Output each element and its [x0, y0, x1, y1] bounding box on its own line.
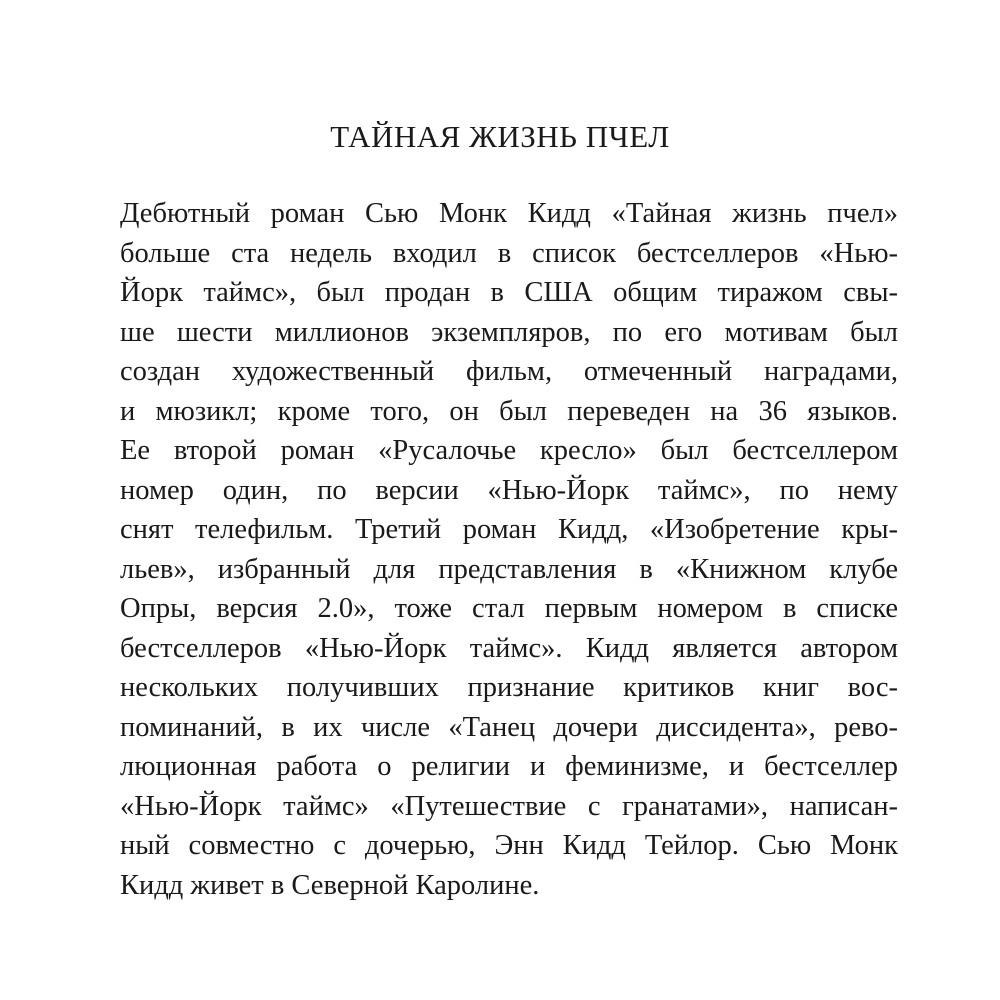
- text-line: люционная работа о религии и феминизме, и бестселлер: [120, 751, 898, 782]
- text-line-last: Кидд живет в Северной Каролине.: [120, 869, 540, 901]
- text-line: Опры, версия 2.0», тоже стал первым номером в списке: [120, 593, 898, 624]
- text-line: создан художественный фильм, отмеченный наградами,: [120, 356, 898, 387]
- text-line: номер один, по версии «Нью-Йорк таймс», по нему: [120, 474, 898, 506]
- text-line: Ее второй роман «Русалочье кресло» был бестселлером: [120, 435, 898, 466]
- text-line: Йорк таймс», был продан в США общим тиражом свы-: [120, 277, 898, 308]
- text-line: ный совместно с дочерью, Энн Кидд Тейлор. Сью Монк: [120, 830, 898, 861]
- text-line: и мюзикл; кроме того, он был переведен на 36 языков.: [120, 395, 898, 427]
- text-line: больше ста недель входил в список бестселлеров «Нью-: [120, 237, 898, 269]
- text-line: снят телефильм. Третий роман Кидд, «Изобретение кры-: [120, 514, 898, 545]
- page-title: ТАЙНАЯ ЖИЗНЬ ПЧЕЛ: [330, 119, 670, 154]
- text-line: Дебютный роман Сью Монк Кидд «Тайная жизнь пчел»: [120, 198, 898, 229]
- text-line: поминаний, в их числе «Танец дочери диссидента», рево-: [120, 711, 898, 743]
- text-line: нескольких получивших признание критиков книг вос-: [120, 672, 898, 703]
- text-line: бестселлеров «Нью-Йорк таймс». Кидд является автором: [120, 632, 898, 664]
- text-line: льев», избранный для представления в «Книжном клубе: [120, 553, 898, 585]
- author-bio-paragraph: [120, 194, 898, 905]
- text-line: ше шести миллионов экземпляров, по его мотивам был: [120, 316, 898, 348]
- text-line: «Нью-Йорк таймс» «Путешествие с гранатами», написан-: [120, 790, 898, 822]
